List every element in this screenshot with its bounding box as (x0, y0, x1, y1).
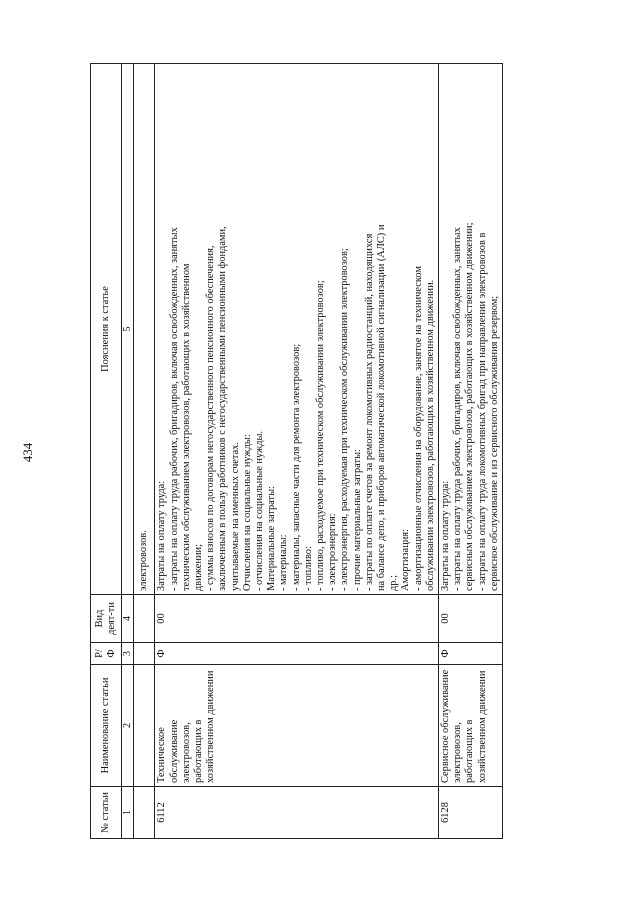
explanation-line: сервисное обслуживание и из сервисного обслуживания резервом; (488, 295, 500, 591)
column-number: 4 (122, 595, 134, 643)
column-number: 3 (122, 643, 134, 665)
explanation-line: - затраты на оплату труда рабочих, бригадиров, включая освобожденных, занятых (452, 227, 464, 591)
explanation-line: - суммы взносов по договорам негосударственного пенсионного обеспечения, (205, 245, 217, 591)
article-number: 6112 (155, 787, 439, 839)
explanation-line: - топливо, расходуемое при техническом обслуживании электровозов; (315, 280, 327, 591)
explanation-line: - материалы: (278, 534, 290, 591)
rf-code: Ф (155, 643, 439, 665)
explanation-line: Затраты на оплату труда: (156, 480, 168, 591)
explanation-line: сервисным обслуживанием электровозов, работающих в хозяйственном движении; (464, 222, 476, 591)
header-cell: Наименование статьи (91, 665, 122, 787)
explanation-line: - затраты на оплату труда рабочих, бригадиров, включая освобожденных, занятых (168, 227, 180, 591)
explanation-line: учитываемые на именных счетах. (229, 442, 241, 591)
explanation-line: заключенным в пользу работников с негосударственными пенсионными фондами, (217, 226, 229, 591)
explanation-line: движении; (193, 544, 205, 591)
explanation-line: - электроэнергия: (327, 513, 339, 591)
article-name: Техническое обслуживание электровозов, работающих в хозяйственном движении (155, 665, 439, 787)
column-number-row (122, 64, 134, 839)
activity-type: 00 (439, 595, 503, 643)
explanation-line: Отчисления на социальные нужды: (241, 434, 253, 591)
article-number: 6128 (439, 787, 503, 839)
header-cell: Вид деят-ти (91, 595, 122, 643)
explanation-line: - материалы, запасные части для ремонта электровозов; (290, 343, 302, 591)
article-name: Сервисное обслуживание электровозов, работающих в хозяйственном движении (439, 665, 503, 787)
header-cell: Пояснения к статье (91, 64, 122, 595)
header-cell: № статьи (91, 787, 122, 839)
page-number: 434 (20, 442, 35, 463)
column-number: 2 (122, 665, 134, 787)
explanation-line: Затраты на оплату труда: (440, 480, 452, 591)
explanation-line: - топливо: (302, 546, 314, 591)
explanation-line: на балансе депо, и приборов автоматической локомотивной сигнализации (АЛС) и (376, 224, 388, 591)
header-cell: Р/ Ф (91, 643, 122, 665)
explanation-line: - отчисления на социальные нужды. (254, 430, 266, 591)
table-row (439, 64, 503, 839)
table-row (155, 64, 439, 839)
explanation-line: - затраты по оплате счетов за ремонт локомотивных радиостанций, находящихся (363, 233, 375, 591)
continuation-row (134, 64, 155, 839)
explanation-line: - электроэнергия, расходуемая при техническом обслуживании электровозов; (339, 248, 351, 591)
article-explanation (439, 64, 503, 595)
explanation-line: - амортизационные отчисления на оборудование, занятое на техническом (412, 266, 424, 591)
column-number: 5 (122, 64, 134, 595)
explanation-line: - прочие материальные затраты: (351, 449, 363, 591)
explanation-line: обслуживании электровозов, работающих в хозяйственном движении. (424, 279, 436, 591)
rf-code: Ф (439, 643, 503, 665)
explanation-line: Амортизация: (400, 529, 412, 591)
continuation-text: электровозов. (134, 64, 155, 595)
header-row (91, 64, 122, 839)
article-explanation (155, 64, 439, 595)
activity-type: 00 (155, 595, 439, 643)
explanation-line: техническим обслуживанием электровозов, работающих в хозяйственном (180, 263, 192, 591)
explanation-line: Материальные затраты: (266, 486, 278, 591)
explanation-line: др.; (388, 575, 400, 591)
explanation-line: - затраты на оплату труда локомотивных бригад при направлении электровозов в (476, 232, 488, 591)
articles-table (90, 63, 503, 839)
column-number: 1 (122, 787, 134, 839)
